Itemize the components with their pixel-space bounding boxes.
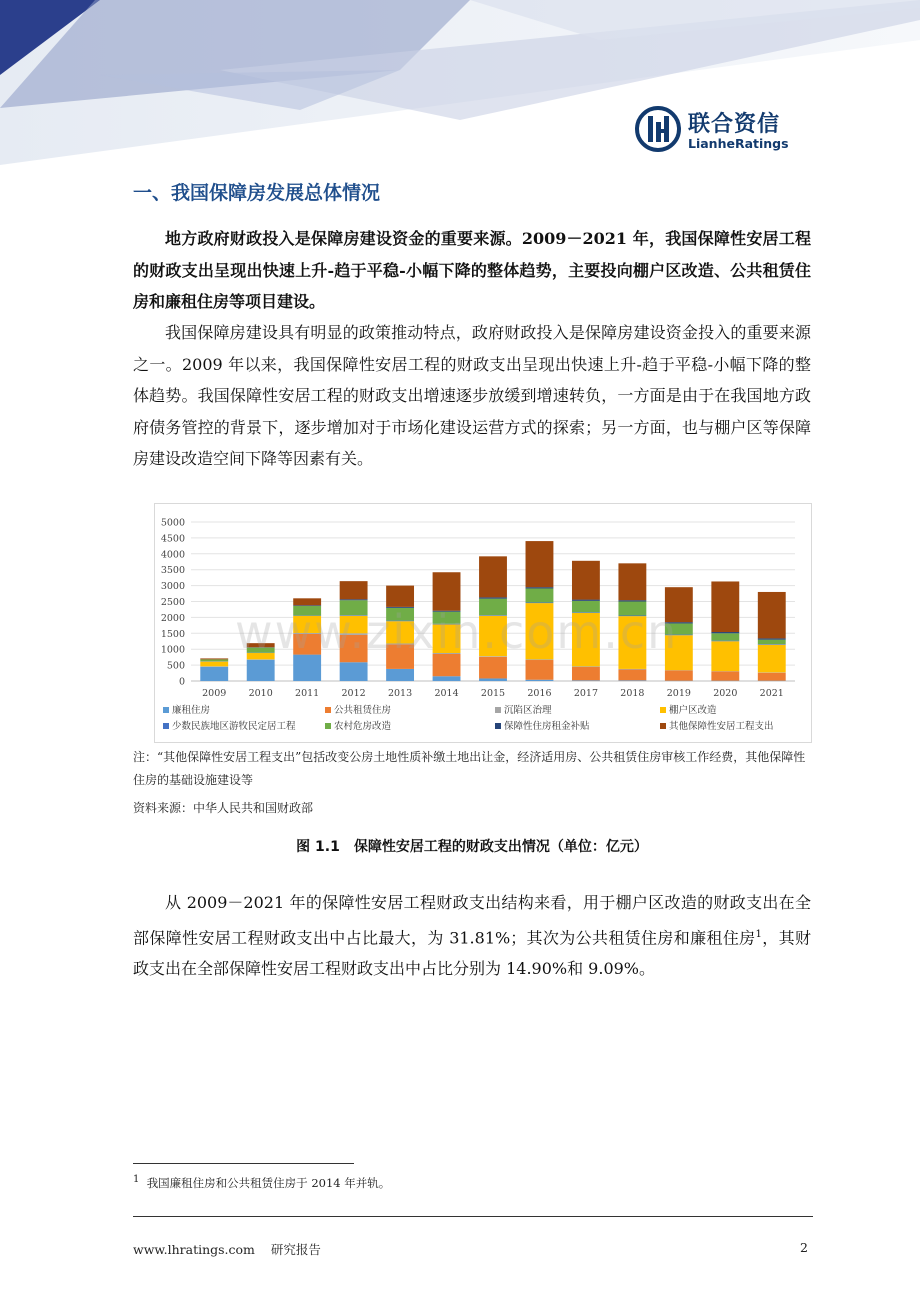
legend-swatch [163, 723, 169, 729]
bar-segment [711, 633, 739, 640]
footnote-reference: 1 [755, 928, 762, 940]
watermark-text: www.zixin.com.cn [235, 605, 679, 659]
bar-segment [526, 660, 554, 680]
bar-segment [572, 666, 600, 667]
logo-english-name: LianheRatings [688, 136, 789, 151]
footnote [133, 1174, 390, 1191]
body-paragraph-1: 我国保障房建设具有明显的政策推动特点，政府财政投入是保障房建设资金投入的重要来源之一。2009 年以来，我国保障性安居工程的财政支出呈现出快速上升-趋于平稳-小幅下降的整体趋势。我国保障性安居工程的财政支出增速逐步放缓到增速转负，一方面是由于在我国地方政府债务管控的背景下，逐步增加对于市场化建设运营方式的探索；另一方面，也与棚户区等保障房建设改造空间下降等因素有关。 [133, 323, 811, 468]
bar-segment [526, 541, 554, 587]
bar-segment [711, 641, 739, 671]
legend-swatch [660, 707, 666, 713]
x-tick-label: 2020 [713, 688, 738, 699]
y-tick-label: 4000 [160, 549, 185, 561]
summary-paragraph: 地方政府财政投入是保障房建设资金的重要来源。2009－2021 年，我国保障性安居工程的财政支出呈现出快速上升-趋于平稳-小幅下降的整体趋势，主要投向棚户区改造、公共租赁住房和廉租住房等项目建设。 [133, 229, 811, 311]
bar-segment [758, 645, 786, 673]
bar-segment [618, 680, 646, 681]
legend-label: 棚户区改造 [669, 705, 717, 716]
legend-swatch [163, 707, 169, 713]
x-tick-label: 2012 [341, 688, 366, 699]
bar-segment [433, 676, 461, 681]
x-tick-label: 2016 [527, 688, 552, 699]
bar-segment [479, 657, 507, 679]
legend-swatch [325, 723, 331, 729]
y-tick-label: 4500 [160, 533, 185, 545]
footnote-mark: 1 [133, 1174, 140, 1185]
y-tick-label: 3000 [160, 581, 185, 593]
footer-divider [133, 1216, 813, 1217]
bar-segment [340, 599, 368, 600]
bar-segment [758, 638, 786, 639]
legend-label: 公共租赁住房 [334, 705, 392, 716]
x-tick-label: 2015 [480, 688, 506, 699]
legend-swatch [495, 723, 501, 729]
bar-segment [618, 669, 646, 670]
bar-segment [665, 671, 693, 681]
figure-caption: 图 1.1 保障性安居工程的财政支出情况（单位：亿元） [296, 839, 648, 855]
x-tick-label: 2018 [620, 688, 645, 699]
bar-segment [247, 660, 275, 681]
x-tick-label: 2019 [666, 688, 691, 699]
company-logo [634, 105, 804, 157]
legend-label: 农村危房改造 [334, 721, 392, 732]
paragraph-text-b: ，其财政支出在全部保障性安居工程财政支出中占比分别为 14.90%和 9.09%。 [133, 927, 811, 979]
x-tick-label: 2021 [759, 688, 784, 699]
logo-chinese-name: 联合资信 [688, 112, 781, 137]
bar-segment [618, 600, 646, 601]
legend-label: 其他保障性安居工程支出 [669, 721, 774, 732]
bar-segment [386, 586, 414, 607]
bar-segment [340, 581, 368, 599]
bar-segment [618, 563, 646, 600]
chart-note: 注：“其他保障性安居工程支出”包括改变公房土地性质补缴土地出让金，经济适用房、公共租赁住房审核工作经费，其他保障性住房的基础设施建设等 [133, 750, 806, 787]
bar-segment [386, 669, 414, 681]
bar-segment [526, 680, 554, 681]
footer-doc-type: 研究报告 [270, 1242, 321, 1257]
y-tick-label: 0 [178, 676, 185, 688]
lianhe-logo-icon [634, 105, 682, 153]
bar-segment [758, 640, 786, 644]
legend-swatch [325, 707, 331, 713]
bar-segment [758, 673, 786, 681]
bar-segment [572, 680, 600, 681]
bar-segment [758, 592, 786, 638]
chart-source: 资料来源：中华人民共和国财政部 [133, 801, 314, 815]
bar-segment [200, 659, 228, 661]
bar-segment [572, 667, 600, 680]
legend-label: 少数民族地区游牧民定居工程 [172, 721, 296, 732]
bar-segment [572, 561, 600, 600]
legend-swatch [495, 707, 501, 713]
bar-segment [711, 641, 739, 642]
x-tick-label: 2013 [387, 688, 413, 699]
bar-segment [526, 659, 554, 660]
legend-label: 廉租住房 [172, 705, 211, 716]
bar-segment [526, 602, 554, 603]
y-tick-label: 2500 [160, 597, 185, 608]
y-tick-label: 1000 [160, 644, 185, 656]
header-banner-decoration [0, 0, 920, 200]
footer-website-link[interactable]: www.lhratings.com [133, 1242, 255, 1257]
y-tick-label: 1500 [160, 628, 185, 640]
x-tick-label: 2014 [434, 688, 459, 699]
footer-info [133, 1240, 321, 1258]
paragraph-text-a: 从 2009－2021 年的保障性安居工程财政支出结构来看，用于棚户区改造的财政支出在全部保障性安居工程财政支出中占比最大，为 31.81%；其次为公共租赁住房和廉租住房 [133, 893, 811, 947]
legend-label: 保障性住房租金补贴 [504, 721, 590, 732]
x-tick-label: 2011 [295, 688, 320, 699]
bar-segment [618, 670, 646, 681]
bar-segment [711, 671, 739, 680]
y-tick-label: 2000 [160, 612, 185, 624]
bar-segment [200, 658, 228, 659]
bar-segment [200, 667, 228, 681]
legend-label: 沉陷区治理 [504, 705, 552, 716]
bar-segment [526, 588, 554, 602]
bar-segment [479, 678, 507, 681]
bar-segment [711, 581, 739, 632]
legend-swatch [660, 723, 666, 729]
body-paragraph-2 [133, 887, 811, 985]
x-tick-label: 2010 [248, 688, 273, 699]
bar-segment [711, 632, 739, 633]
bar-segment [340, 662, 368, 681]
footnote-text: 我国廉租住房和公共租赁住房于 2014 年并轨。 [146, 1175, 391, 1190]
x-tick-label: 2017 [573, 688, 599, 699]
bar-segment [572, 600, 600, 601]
section-heading: 一、我国保障房发展总体情况 [133, 182, 381, 204]
bar-segment [526, 587, 554, 588]
bar-segment [758, 644, 786, 645]
x-tick-label: 2009 [202, 688, 227, 699]
y-tick-label: 5000 [160, 517, 185, 529]
bar-segment [200, 662, 228, 667]
y-tick-label: 500 [166, 660, 185, 672]
y-tick-label: 3500 [160, 565, 185, 577]
bar-segment [479, 556, 507, 597]
page-number: 2 [800, 1240, 808, 1255]
footnote-divider [133, 1163, 354, 1164]
bar-segment [479, 597, 507, 598]
